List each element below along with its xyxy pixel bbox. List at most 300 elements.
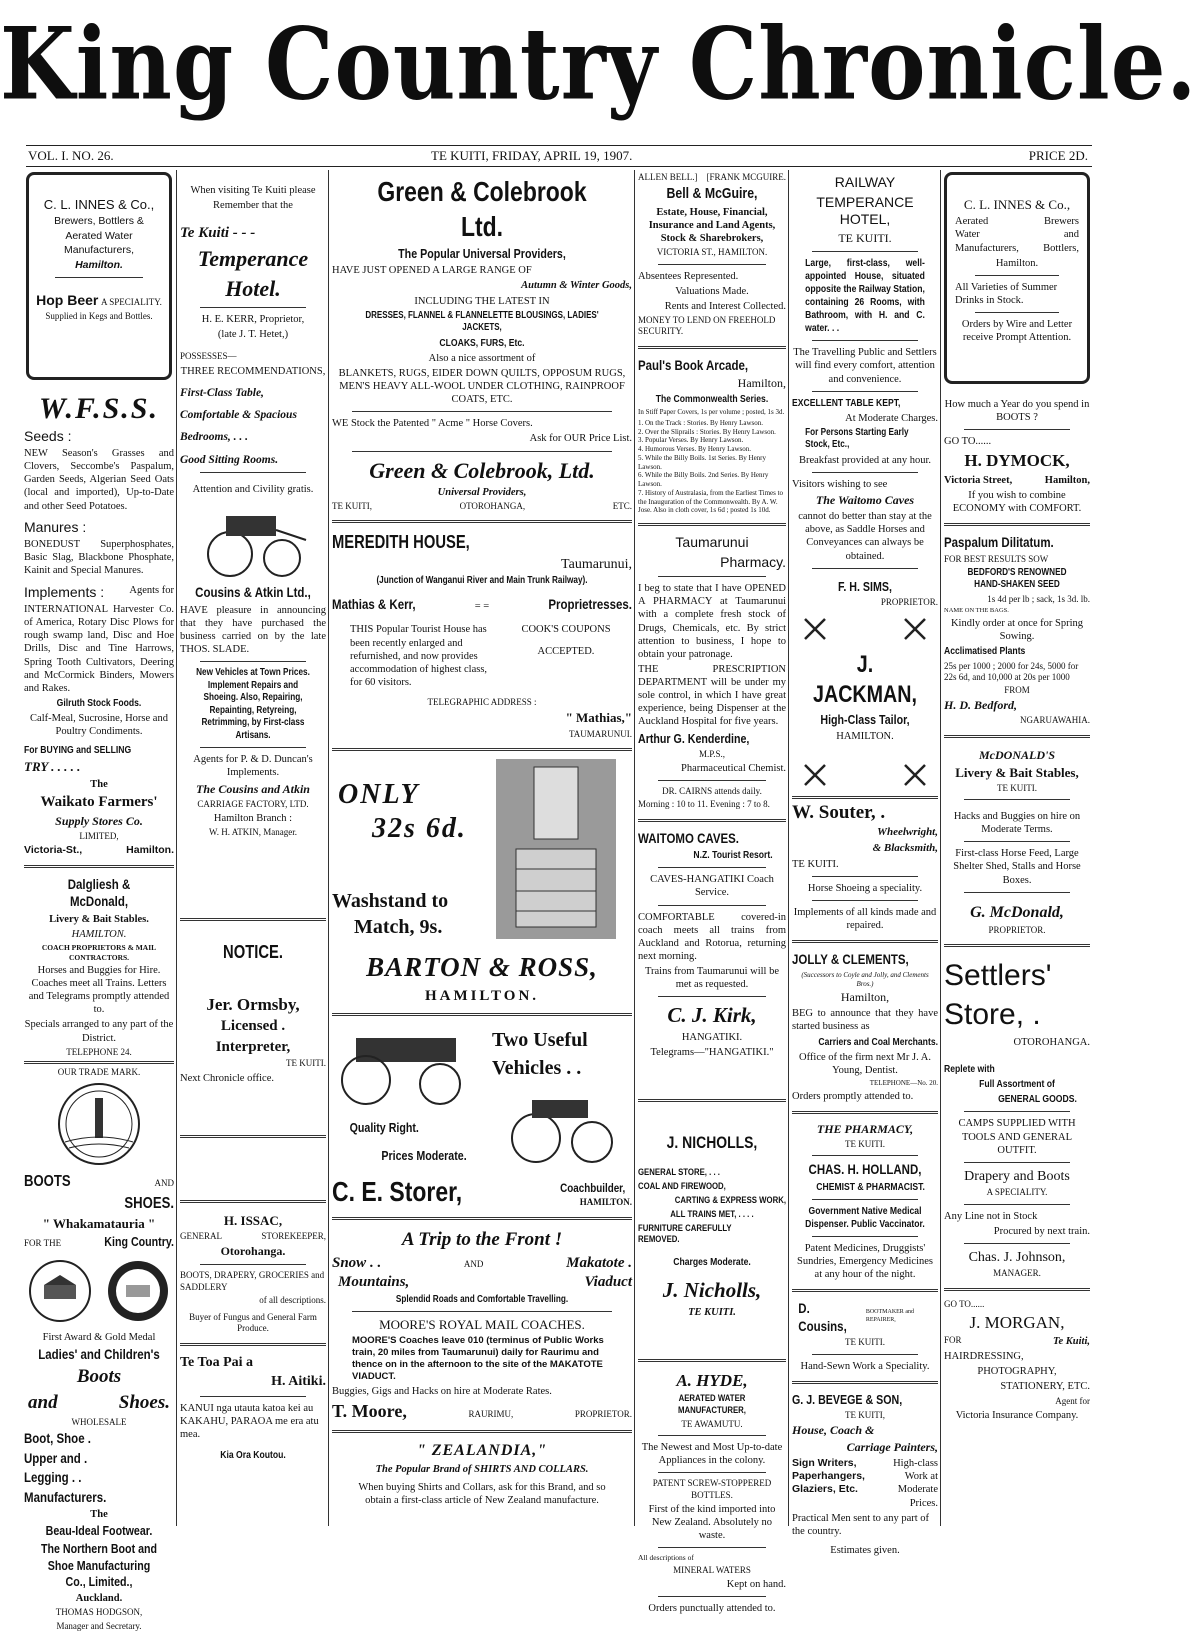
interpreter: Interpreter, — [215, 1038, 291, 1055]
coach-proprietors: COACH PROPRIETORS & MAIL CONTRACTORS. — [41, 943, 157, 962]
manager: MANAGER. — [993, 1268, 1041, 1279]
telegraphic: TELEGRAPHIC ADDRESS : — [427, 697, 537, 707]
patent-medicines: Patent Medicines, Druggists' Sundries, Emergency Medicines at any hour of the night. — [797, 1242, 933, 1281]
masthead — [0, 0, 1197, 135]
temperance-hotel: TEMPERANCE HOTEL, — [816, 193, 914, 227]
bell-mcguire: Bell & McGuire, — [666, 185, 758, 203]
zealandia-text: When buying Shirts and Collars, ask for this Brand, and so obtain a first-class article of New Zealand manufacture. — [358, 1481, 606, 1506]
trip-to-front: A Trip to the Front ! — [401, 1229, 563, 1251]
book-item: 1. On the Track : Stories. By Henry Lawson. — [638, 418, 764, 427]
first-kind: First of the kind imported into New Zealand. Absolutely no waste. — [648, 1503, 776, 1541]
go-to: GO TO...... — [944, 436, 992, 448]
nicholls: J. NICHOLLS, — [666, 1132, 758, 1152]
g-mcdonald: G. McDonald, — [970, 903, 1064, 921]
orders: Orders punctually attended to. — [648, 1602, 776, 1614]
beau-ideal: Beau-Ideal Footwear. — [45, 1523, 153, 1539]
specials: Specials arranged to any part of the District. — [24, 1019, 174, 1044]
railway-text: Large, first-class, well-appointed House, situated opposite the Railway Station, containing 26 Rooms, with Bathroom, with H. and C. water. . . — [805, 256, 925, 335]
a-hyde: A. HYDE, — [676, 1370, 748, 1390]
hodgson: THOMAS HODGSON, — [55, 1607, 143, 1618]
brewers: Brewers — [1044, 216, 1079, 228]
carriage-painters: Carriage Painters, — [846, 1440, 938, 1455]
meredith-text: THIS Popular Tourist House has been recently enlarged and refurnished, and now provides accommodation of highest class, for 60 visitors. — [350, 624, 488, 688]
te-toa: Te Toa Pai a — [180, 1354, 254, 1370]
column-6 — [944, 172, 1090, 1522]
innes-line: Supplied in Kegs and Bottles. — [45, 311, 153, 322]
issue-date: TE KUITI, FRIDAY, APRIL 19, 1907. — [431, 148, 633, 163]
shoes: Shoes. — [118, 1392, 170, 1413]
kia-ora: Kia Ora Koutou. — [220, 1448, 286, 1461]
mps: M.P.S., — [698, 748, 725, 759]
wholesale: WHOLESALE — [71, 1416, 127, 1427]
drapery-boots: Drapery and Boots — [964, 1168, 1070, 1184]
bottlers: Bottlers, — [1043, 242, 1079, 254]
jolly-text: BEG to announce that they have started business as — [792, 1008, 938, 1033]
price-list: Ask for OUR Price List. — [529, 433, 632, 445]
dresses: DRESSES, FLANNEL & FLANNELETTE BLOUSINGS, LADIES' JACKETS, — [365, 309, 599, 334]
breakfast: Breakfast provided at any hour. — [798, 454, 932, 466]
replete: Replete with — [944, 1063, 995, 1075]
feature: Comfortable & Spacious — [180, 409, 297, 421]
upper-and: Upper and . — [24, 1449, 88, 1466]
new-vehicles: New Vehicles at Town Prices. Implement Repairs and Shoeing. Also, Repairing, Repainting, Retyreing, Retrimming, by First-class Artisans. — [196, 667, 310, 741]
livery: Livery & Bait Stables. — [49, 913, 149, 925]
rents: Rents and Interest Collected. — [664, 300, 786, 312]
te-kuiti: TE KUITI, — [332, 501, 372, 512]
estimates: Estimates given. — [830, 1544, 900, 1556]
coachbuilder: Coachbuilder, — [559, 1181, 625, 1196]
gold-medal-award-icon — [106, 1259, 170, 1323]
vehicles: Vehicles . . — [492, 1057, 582, 1080]
hamilton: Hamilton. — [995, 257, 1039, 269]
orders: Orders promptly attended to. — [792, 1090, 914, 1102]
photography: PHOTOGRAPHY, — [977, 1366, 1057, 1378]
water: Water — [955, 229, 980, 241]
allen-bell: ALLEN BELL.] — [638, 172, 698, 182]
and: AND — [463, 1259, 484, 1269]
waitomo-caves: The Waitomo Caves — [815, 493, 915, 508]
column-5 — [792, 172, 938, 1556]
for: FOR — [944, 1335, 962, 1345]
te-kuiti: TE KUITI. — [997, 782, 1037, 793]
cannot-do-better: cannot do better than stay at the above, as Saddle Horses and Conveyances can always be obtained. — [798, 511, 932, 562]
innes-line: Brewers, Bottlers & — [54, 215, 144, 228]
northern-boot: The Northern Boot and Shoe Manufacturing Co., Limited., — [40, 1541, 158, 1589]
dr-cairns: DR. CAIRNS attends daily. — [662, 786, 762, 797]
dalgliesh-ad — [24, 876, 174, 1058]
agent-for: Agent for — [1055, 1395, 1090, 1406]
zealandia: " ZEALANDIA," — [416, 1442, 548, 1460]
te-kuiti: TE KUITI, — [845, 1409, 885, 1420]
taumarunui-pharmacy: Taumarunui — [675, 534, 749, 551]
orders-wire: Orders by Wire and Letter receive Prompt Attention. — [961, 319, 1073, 344]
buggy-illustration — [198, 500, 308, 580]
boots: BOOTS — [24, 1173, 71, 1191]
house-coach: House, Coach & — [792, 1423, 875, 1438]
paper-covers: In Stiff Paper Covers, 1s per volume ; posted, 1s 3d. — [638, 408, 785, 417]
barton-ad — [332, 759, 632, 949]
atkin: W. H. ATKIN, Manager. — [209, 826, 297, 837]
proprietor: PROPRIETOR. — [988, 924, 1046, 935]
hamilton: HAMILTON. — [836, 731, 894, 743]
the-cousins: The Cousins and Atkin — [196, 781, 310, 796]
te-kuiti: TE KUITI. — [688, 1306, 736, 1318]
lighthouse-trademark-illustration — [43, 1082, 155, 1166]
moderate-charges: At Moderate Charges. — [845, 412, 938, 424]
dateline — [26, 145, 1092, 167]
carriers: Carriers and Coal Merchants. — [818, 1035, 938, 1048]
hamilton: Hamilton. — [126, 843, 174, 856]
hamilton: Hamilton, — [840, 990, 890, 1005]
carriage-factory: CARRIAGE FACTORY, LTD. — [197, 798, 309, 809]
store: Store, — [944, 998, 1025, 1032]
match: Match, 9s. — [354, 915, 443, 938]
taumarunui: Taumarunui, — [561, 556, 632, 572]
prices-moderate: Prices Moderate. — [381, 1148, 467, 1164]
go-to: GO TO...... — [944, 1298, 985, 1309]
mineral-waters: MINERAL WATERS — [673, 1564, 751, 1575]
universal: Universal Providers, — [437, 487, 527, 498]
chemist: Pharmaceutical Chemist. — [681, 763, 786, 774]
taumarunui: TAUMARUNUI. — [568, 728, 632, 739]
commonwealth-series: The Commonwealth Series. — [655, 393, 769, 405]
crossed-scissors-icon — [802, 762, 828, 788]
gilruth: Gilruth Stock Foods. — [56, 696, 142, 709]
column-rule — [328, 170, 329, 1526]
innes-town: Hamilton. — [75, 258, 123, 271]
green-colebrook-title-2: Green & Colebrook, Ltd. — [369, 457, 595, 483]
all-trains-met: ALL TRAINS MET, . . . . — [670, 1208, 754, 1220]
kindly-order: Kindly order at once for Spring Sowing. — [950, 618, 1084, 643]
j-morgan: J. MORGAN, — [969, 1312, 1065, 1332]
and: and — [1063, 229, 1079, 241]
book-item: 4. Humorous Verses. By Henry Lawson. — [638, 445, 752, 454]
hangatiki: HANGATIKI. — [681, 1031, 743, 1043]
seed-price: 1s 4d per lb ; sack, 1s 3d. lb. — [987, 593, 1090, 604]
all-descriptions: All descriptions of — [638, 1553, 694, 1563]
innes-ad — [26, 172, 172, 380]
jackman: J. JACKMAN, — [813, 651, 917, 709]
wfss-title: W.F.S.S. — [39, 392, 159, 425]
legging: Legging . . — [24, 1469, 82, 1485]
hacks-buggies: Hacks and Buggies on hire on Moderate Terms. — [953, 811, 1081, 836]
makatote: Makatote . — [566, 1255, 632, 1271]
meredith-house: MEREDITH HOUSE, — [332, 532, 470, 553]
limited: LIMITED, — [79, 830, 119, 841]
column-rule — [176, 170, 177, 1526]
buyer: Buyer of Fungus and General Farm Produce. — [189, 1312, 317, 1334]
shoes: SHOES. — [124, 1195, 174, 1213]
hand-sewn: Hand-Sewn Work a Speciality. — [800, 1360, 930, 1372]
whakamatauria: " Whakamatauria " — [42, 1216, 156, 1232]
coal-firewood: COAL AND FIREWOOD, — [638, 1180, 726, 1192]
ladies-childrens: Ladies' and Children's — [38, 1345, 160, 1362]
boot-shoe: Boot, Shoe . — [24, 1430, 91, 1446]
cloaks: CLOAKS, FURS, Etc. — [439, 336, 525, 349]
bevege: G. J. BEVEGE & SON, — [792, 1391, 903, 1407]
te-awamutu: TE AWAMUTU. — [681, 1418, 743, 1429]
issac: H. ISSAC, — [223, 1212, 283, 1228]
newspaper-title: King Country Chronicle. — [0, 6, 1197, 123]
hotel: Hotel. — [225, 275, 281, 301]
bootmaker: BOOTMAKER and REPAIRER, — [865, 1309, 914, 1323]
supply-stores: Supply Stores Co. — [55, 813, 143, 828]
te-kuiti: TE KUITI. — [845, 1138, 885, 1149]
horse-feed: First-class Horse Feed, Large Shelter Shed, Stalls and Horse Boxes. — [953, 848, 1081, 886]
aerated-water: AERATED WATER MANUFACTURER, — [678, 1393, 746, 1416]
next-chronicle: Next Chronicle office. — [180, 1072, 274, 1084]
waikato-farmers: Waikato Farmers' — [40, 793, 158, 810]
nicholls-signature: J. Nicholls, — [662, 1278, 762, 1303]
hairdressing: HAIRDRESSING, — [944, 1351, 1024, 1363]
only: ONLY — [338, 778, 420, 810]
newest: The Newest and Most Up-to-date Appliances in the colony. — [641, 1442, 783, 1467]
book-item: 3. Popular Verses. By Henry Lawson. — [638, 436, 744, 445]
bedfords: BEDFORD'S RENOWNED HAND-SHAKEN SEED — [967, 566, 1067, 591]
mountains: Mountains, — [338, 1273, 410, 1290]
storer-ad — [332, 1024, 632, 1174]
combine-economy: If you wish to combine ECONOMY with COMFORT. — [952, 489, 1082, 514]
manufacturers: Manufacturers, — [955, 242, 1019, 254]
railway: RAILWAY — [834, 174, 896, 190]
including: INCLUDING THE LATEST IN — [414, 295, 550, 307]
feature: Good Sitting Rooms. — [180, 453, 279, 466]
absentees: Absentees Represented. — [638, 270, 739, 282]
column-2 — [180, 172, 326, 1522]
manufacturers: Manufacturers. — [24, 1488, 107, 1505]
seeds-heading: Seeds : — [24, 427, 72, 444]
crossed-scissors-icon — [902, 762, 928, 788]
the: The — [90, 778, 108, 790]
book-item: 7. History of Australasia, from the Earliest Times to the Inauguration of the Commonwealth. By A. W. Jose. Also in cloth cover, 1s 6d ; posted 1s 10d. — [638, 488, 784, 515]
washstand-illustration — [496, 759, 616, 939]
prescription-dept: THE PRESCRIPTION DEPARTMENT will be under my sole control, in which I have great experience, being Dispenser at the Auckland Hospital for five years. — [638, 663, 786, 728]
for-the: FOR THE — [24, 1238, 62, 1249]
hamilton: Hamilton, — [1044, 474, 1090, 486]
aerated: Aerated — [955, 216, 989, 228]
full-assortment: Full Assortment of — [979, 1078, 1055, 1091]
universal-providers: The Popular Universal Providers, — [398, 246, 566, 261]
first-award: First Award & Gold Medal — [42, 1331, 156, 1343]
also: Also a nice assortment of — [428, 352, 536, 364]
telephone: TELEPHONE 24. — [66, 1046, 132, 1057]
two-useful: Two Useful — [492, 1029, 588, 1052]
mathias-kerr: Mathias & Kerr, — [332, 595, 416, 612]
frank-mcguire: [FRANK MCGUIRE. — [706, 172, 786, 182]
visitors: Visitors wishing to see — [792, 479, 888, 490]
table-kept: EXCELLENT TABLE KEPT, — [792, 396, 901, 409]
calf-meal: Calf-Meal, Sucrosine, Horse and Poultry Condiments. — [30, 713, 168, 738]
wagon-illustration — [336, 1028, 476, 1108]
cousins-atkin: Cousins & Atkin Ltd., — [195, 584, 311, 601]
otorohanga: OTOROHANGA. — [1013, 1036, 1090, 1048]
successors: (Successors to Coyle and Jolly, and Clements Bros.) — [801, 970, 929, 988]
general-store: GENERAL STORE, . . . — [638, 1167, 720, 1178]
green-colebrook-title: Green & Colebrook Ltd. — [377, 176, 587, 242]
acme: WE Stock the Patented " Acme " Horse Covers. — [332, 418, 533, 430]
paspalum: Paspalum Dilitatum. — [944, 534, 1054, 550]
ormsby: Jer. Ormsby, — [206, 994, 300, 1014]
general-goods: GENERAL GOODS. — [998, 1093, 1077, 1106]
jolly-clements: JOLLY & CLEMENTS, — [792, 951, 909, 968]
charges-moderate: Charges Moderate. — [673, 1256, 751, 1269]
implements-heading: Implements : — [24, 583, 105, 600]
remember: Remember that the — [213, 200, 293, 212]
from: FROM — [1004, 685, 1030, 695]
speciality: A SPECIALITY. — [101, 296, 162, 307]
t-moore: T. Moore, — [332, 1400, 407, 1421]
dalgliesh-text: Horses and Buggies for Hire. Coaches meet all Trains. Letters and Telegrams promptly attended to. — [28, 964, 170, 1016]
accepted: ACCEPTED. — [537, 645, 595, 657]
possesses: POSSESSES— — [180, 351, 237, 362]
mcdonalds: McDONALD'S — [978, 747, 1055, 762]
manures-text: BONEDUST Superphosphates, Basic Slag, Blackbone Phosphate, Kainit and Special Manures. — [24, 539, 174, 577]
mathias-address: " Mathias," — [565, 710, 632, 726]
cj-kirk: C. J. Kirk, — [667, 1003, 757, 1028]
book-item: 2. Over the Sliprails : Stories. By Henry Lawson. — [638, 427, 776, 436]
blacksmith: & Blacksmith, — [872, 842, 938, 854]
cooks-coupons: COOK'S COUPONS — [521, 624, 611, 636]
maori-text: KANUI nga utauta katoa kei au KAKAHU, PARAOA me era atu mea. — [180, 1402, 319, 1440]
wheelwright: Wheelwright, — [877, 826, 938, 839]
column-4 — [638, 172, 786, 1614]
moore-text: MOORE'S Coaches leave 010 (terminus of Public Works train, 20 miles from Taumarunui) daily for Raurimu and thence on in the afternoon to the site of the MAKATOTE VIADUCT. — [352, 1335, 604, 1382]
te-kuiti: TE KUITI. — [286, 1058, 326, 1069]
of-all: of all descriptions. — [259, 1294, 326, 1305]
attention-civility: Attention and Civility gratis. — [192, 484, 314, 496]
volume-number: VOL. I. NO. 26. — [28, 148, 114, 163]
plant-rates: 25s per 1000 ; 2000 for 24s, 5000 for 22s 6d, and 10,000 at 20s per 1000 — [944, 660, 1079, 682]
government: Government Native Medical Dispenser. Public Vaccinator. — [805, 1204, 925, 1230]
tourist-resort: N.Z. Tourist Resort. — [693, 849, 773, 862]
junction: (Junction of Wanganui River and Main Trunk Railway). — [376, 575, 588, 587]
cousins-text: HAVE pleasure in announcing that they have purchased the business carried on by the late THOS. SLADE. — [180, 604, 326, 656]
three-recommendations: THREE RECOMMENDATIONS, — [180, 365, 326, 377]
moores-coaches: MOORE'S ROYAL MAIL COACHES. — [379, 1317, 585, 1332]
telegrams: Telegrams—"HANGATIKI." — [650, 1046, 774, 1058]
exhibition-building-medal-icon — [28, 1259, 92, 1323]
kerr: H. E. KERR, Proprietor, — [201, 314, 305, 325]
trade-mark: OUR TRADE MARK. — [57, 1066, 141, 1077]
zealandia-sub: The Popular Brand of SHIRTS AND COLLARS. — [375, 1464, 589, 1476]
practical-men: Practical Men sent to any part of the country. — [792, 1512, 930, 1537]
feature: Bedrooms, . . . — [180, 431, 249, 444]
te-kuiti: TE KUITI. — [845, 1337, 885, 1348]
opened: HAVE JUST OPENED A LARGE RANGE OF — [332, 265, 532, 277]
washstand: Washstand to — [332, 889, 449, 912]
patent-screw: PATENT SCREW-STOPPERED BOTTLES. — [652, 1478, 772, 1500]
hop-beer: Hop Beer — [36, 291, 99, 308]
raurimu: RAURIMU, — [468, 1408, 514, 1419]
autumn-winter: Autumn & Winter Goods, — [521, 280, 632, 292]
d-cousins: D. Cousins, — [798, 1300, 847, 1334]
splendid-roads: Splendid Roads and Comfortable Travelling. — [395, 1293, 569, 1305]
trains: Trains from Taumarunui will be met as requested. — [644, 966, 779, 991]
hamilton: HAMILTON. — [424, 987, 540, 1004]
valuations: Valuations Made. — [675, 285, 749, 297]
notice: NOTICE. — [223, 942, 283, 963]
proprietor: PROPRIETOR. — [880, 596, 938, 607]
stationery: STATIONERY, ETC. — [1000, 1381, 1090, 1393]
dalgliesh-name: Dalgliesh & McDonald, — [67, 875, 131, 910]
otorohanga: Otorohanga. — [220, 1244, 286, 1259]
and: AND — [154, 1178, 174, 1189]
livery-stables: Livery & Bait Stables, — [955, 764, 1079, 780]
otorohanga: OTOROHANGA, — [459, 501, 526, 512]
pharmacy-text: I beg to state that I have OPENED A PHARMACY at Taumarunui with a complete fresh stock of Drugs, Chemicals, etc. By strict attention to business, I hope to obtain your patronage. — [638, 583, 786, 660]
high-class: High-class Work at Moderate Prices. — [893, 1458, 938, 1509]
innes-ad-2 — [944, 172, 1090, 384]
pauls-book-arcade: Paul's Book Arcade, — [638, 356, 749, 373]
buggy-illustration — [508, 1086, 624, 1166]
column-3 — [332, 172, 632, 1522]
king-country: King Country. — [104, 1234, 174, 1250]
visiting: When visiting Te Kuiti please — [190, 185, 316, 196]
branch: Hamilton Branch : — [213, 812, 293, 824]
storer: C. E. Storer, — [332, 1176, 463, 1208]
ngaruawahia: NGARUAWAHIA. — [1019, 715, 1090, 726]
innes-name: C. L. INNES & Co., — [963, 197, 1071, 212]
hamilton: HAMILTON. — [71, 929, 127, 940]
victoria-street: Victoria Street, — [944, 474, 1013, 486]
chemist: CHEMIST & PHARMACIST. — [816, 1180, 925, 1193]
hamilton: Hamilton, — [737, 376, 786, 390]
hamilton: HAMILTON. — [579, 1197, 632, 1208]
price: PRICE 2D. — [1028, 148, 1088, 163]
hd-bedford: H. D. Bedford, — [944, 698, 1017, 713]
acclimatised: Acclimatised Plants — [944, 645, 1026, 658]
try: TRY . . . . . — [24, 759, 81, 775]
procured: Procured by next train. — [993, 1225, 1090, 1237]
travelling-public: The Travelling Public and Settlers will find every comfort, attention and convenience. — [793, 347, 937, 385]
proprietresses: Proprietresses. — [548, 595, 632, 612]
implements: Implements of all kinds made and repaired. — [793, 907, 937, 932]
licensed: Licensed . — [220, 1017, 286, 1034]
innes-line: Aerated Water Manufacturers, — [63, 230, 135, 256]
te-kuiti: TE KUITI. — [838, 230, 892, 245]
victoria-insurance: Victoria Insurance Company. — [955, 1409, 1079, 1421]
quality-right: Quality Right. — [349, 1120, 419, 1136]
waitomo-caves: WAITOMO CAVES. — [638, 829, 739, 846]
te-kuiti: TE KUITI. — [792, 858, 839, 870]
waitomo-text: COMFORTABLE covered-in coach meets all trains from Auckland and Rotorua, returning next morning. — [638, 911, 786, 962]
any-line: Any Line not in Stock — [944, 1210, 1038, 1222]
temperance: Temperance — [197, 246, 309, 271]
auckland: Auckland. — [75, 1593, 123, 1605]
column-rule — [940, 170, 941, 1526]
name-on-bags: NAME ON THE BAGS. — [944, 607, 1009, 614]
the: The — [90, 1509, 108, 1520]
h-dymock: H. DYMOCK, — [964, 451, 1070, 471]
etc: ETC. — [612, 501, 632, 512]
viaduct: Viaduct — [584, 1273, 632, 1290]
tailor: High-Class Tailor, — [820, 712, 910, 728]
implements-text: INTERNATIONAL Harvester Co. of America, Rotary Disc Plows for rough swamp land, Disc and Hoe Drills, Disc and Tine Harrows, Spring Tooth Cultivators, Deering and McCormick Binders, Mowers and Rakes. — [24, 604, 174, 694]
crossed-scissors-icon — [902, 616, 928, 642]
storekeeper: STOREKEEPER, — [261, 1231, 326, 1241]
settlers: Settlers' — [944, 958, 1052, 992]
snow: Snow . . — [332, 1255, 382, 1271]
separator: = = — [474, 600, 490, 612]
blankets: BLANKETS, RUGS, EIDER DOWN QUILTS, OPPOSUM RUGS, MEN'S HEAVY ALL-WOOL UNDER CLOTHING, RAINPROOF COATS, ETC. — [338, 367, 626, 406]
column-rule — [634, 170, 635, 1526]
proprietor: PROPRIETOR. — [574, 1408, 632, 1419]
horse-shoeing: Horse Shoeing a speciality. — [807, 882, 923, 894]
kept-on-hand: Kept on hand. — [726, 1578, 786, 1590]
hours: Morning : 10 to 11. Evening : 7 to 8. — [638, 799, 770, 810]
buggies: Buggies, Gigs and Hacks on hire at Moderate Rates. — [332, 1385, 552, 1397]
book-item: 5. While the Billy Boils. 1st Series. By Henry Lawson. — [638, 453, 767, 471]
